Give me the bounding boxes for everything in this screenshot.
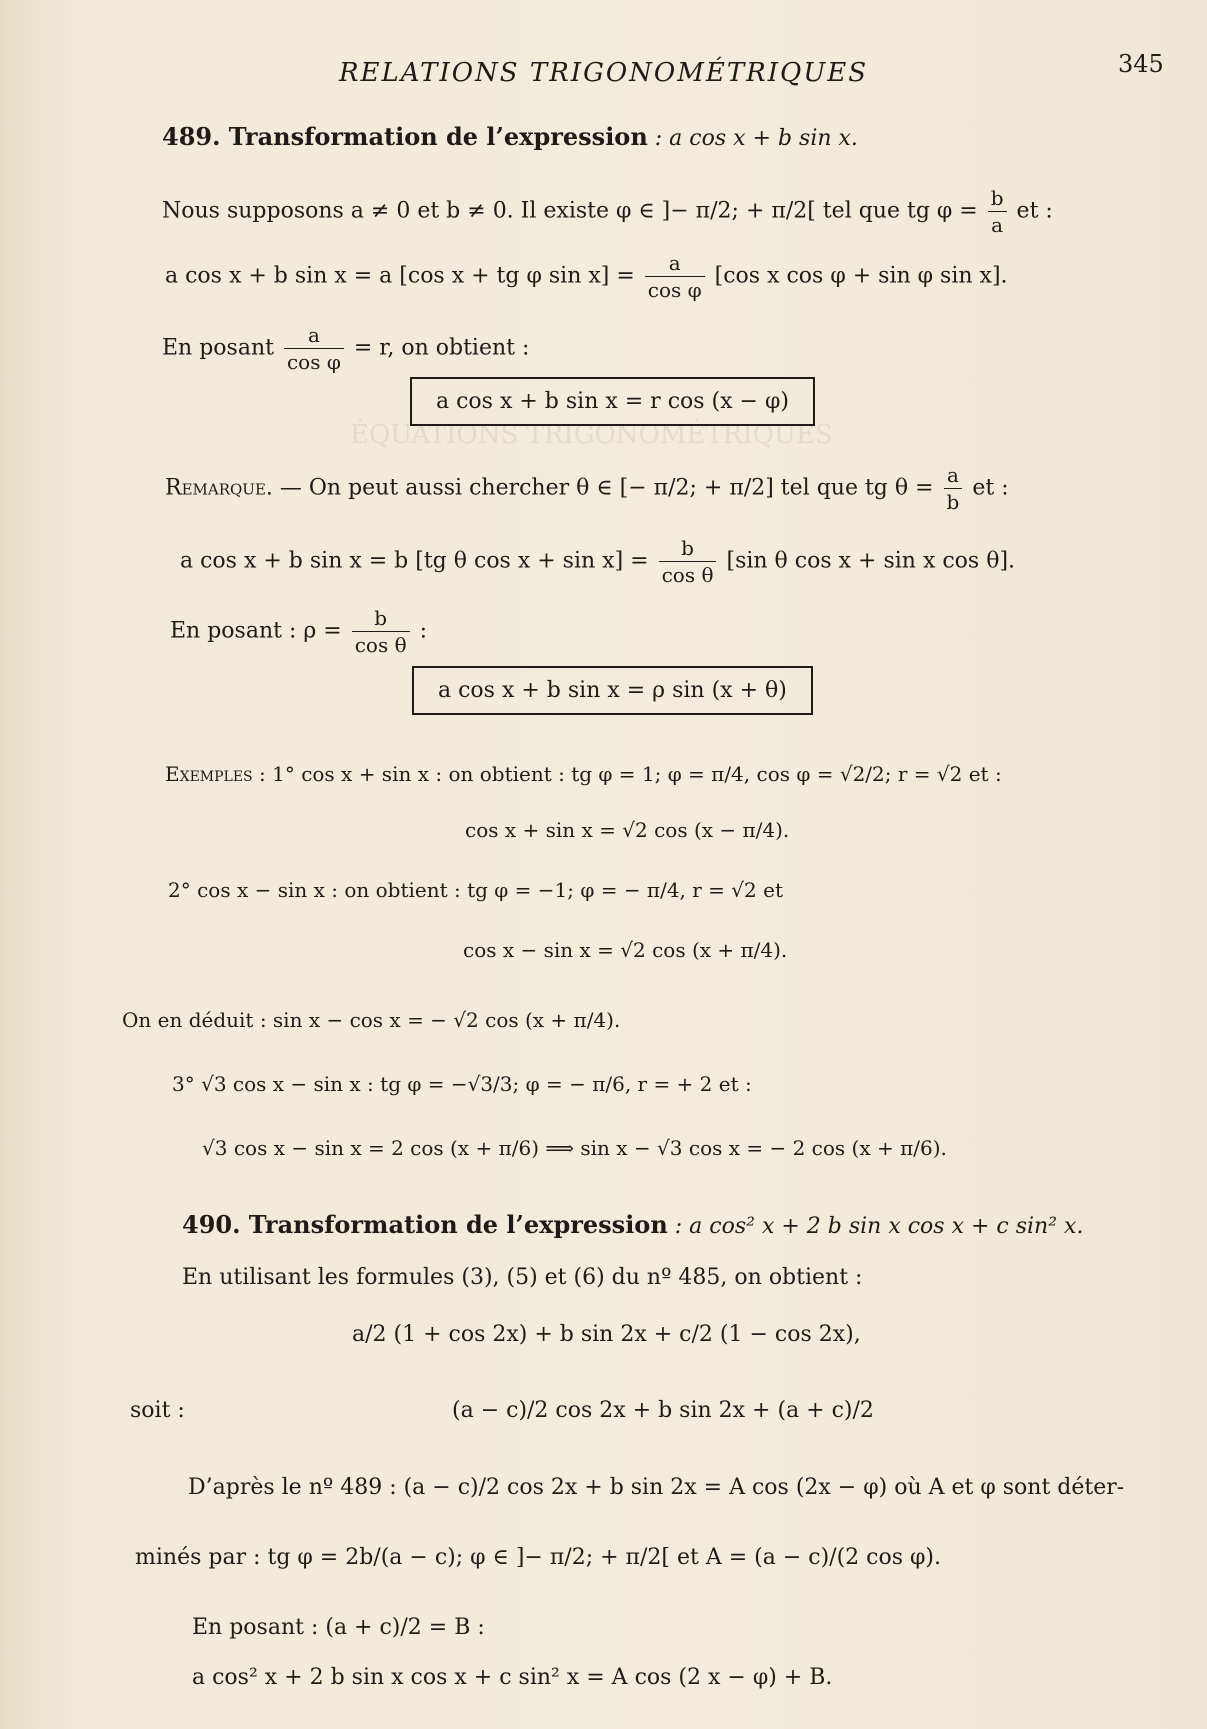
line-489-3: En posant $\frac{a}{\text{cos φ}}$ = r, on obtient :	[162, 323, 530, 374]
line-490-6: En posant : (a + c)/2 = B :	[192, 1615, 485, 1640]
boxed-formula-1: a cos x + b sin x = r cos (x − φ)	[410, 377, 815, 426]
fraction: $\frac{a}{b}$	[944, 462, 963, 515]
example-2-result: cos x − sin x = √2 cos (x + π/4).	[463, 938, 788, 962]
fraction: $\frac{a}{\text{cos φ}}$	[284, 322, 344, 375]
line-489-1: Nous supposons a ≠ 0 et b ≠ 0. Il existe φ ∈ ]− π/2; + π/2[ tel que tg φ = $\frac{b}{a}$ et :	[162, 186, 1053, 237]
line-490-7: a cos² x + 2 b sin x cos x + c sin² x = A cos (2 x − φ) + B.	[192, 1665, 833, 1690]
fraction: $\frac{a}{\text{cos φ}}$	[645, 250, 705, 303]
remarque-line: Remarque. — On peut aussi chercher θ ∈ [− π/2; + π/2] tel que tg θ = $\frac{a}{b}$ et :	[165, 463, 1009, 514]
line-490-5: minés par : tg φ = 2b/(a − c); φ ∈ ]− π/2; + π/2[ et A = (a − c)/(2 cos φ).	[135, 1545, 941, 1570]
example-1-result: cos x + sin x = √2 cos (x − π/4).	[465, 818, 790, 842]
soit-label: soit :	[130, 1398, 185, 1423]
line-489-6: En posant : ρ = $\frac{b}{\text{cos θ}}$ :	[170, 606, 428, 657]
page-number: 345	[1118, 50, 1164, 78]
line-489-5: a cos x + b sin x = b [tg θ cos x + sin x] = $\frac{b}{\text{cos θ}}$ [sin θ cos x + sin x cos θ].	[180, 536, 1016, 587]
example-2-line: 2° cos x − sin x : on obtient : tg φ = −1; φ = − π/4, r = √2 et	[168, 878, 783, 902]
section-489-heading: 489. Transformation de l’expression : a cos x + b sin x.	[162, 122, 858, 151]
fraction: $\frac{b}{a}$	[988, 185, 1007, 238]
line-489-2: a cos x + b sin x = a [cos x + tg φ sin x] = $\frac{a}{\text{cos φ}}$ [cos x cos φ + sin φ sin x].	[165, 251, 1008, 302]
line-490-1: En utilisant les formules (3), (5) et (6) du nº 485, on obtient :	[182, 1265, 863, 1290]
examples-line-1: Exemples : 1° cos x + sin x : on obtient : tg φ = 1; φ = π/4, cos φ = √2/2; r = √2 et :	[165, 762, 1002, 786]
fraction: $\frac{b}{\text{cos θ}}$	[352, 605, 410, 658]
section-490-heading: 490. Transformation de l’expression : a cos² x + 2 b sin x cos x + c sin² x.	[182, 1210, 1084, 1239]
fraction: $\frac{b}{\text{cos θ}}$	[659, 535, 717, 588]
line-490-2: a/2 (1 + cos 2x) + b sin 2x + c/2 (1 − cos 2x),	[352, 1322, 861, 1347]
example-3-line: 3° √3 cos x − sin x : tg φ = −√3/3; φ = − π/6, r = + 2 et :	[172, 1072, 752, 1096]
line-490-4: D’après le nº 489 : (a − c)/2 cos 2x + b sin 2x = A cos (2x − φ) où A et φ sont déter-	[188, 1475, 1125, 1500]
bleed-through-text: ÉQUATIONS TRIGONOMÉTRIQUES	[350, 420, 833, 450]
boxed-formula-2: a cos x + b sin x = ρ sin (x + θ)	[412, 666, 813, 715]
example-3-result: √3 cos x − sin x = 2 cos (x + π/6) ⟹ sin x − √3 cos x = − 2 cos (x + π/6).	[202, 1136, 947, 1160]
line-490-3: (a − c)/2 cos 2x + b sin 2x + (a + c)/2	[452, 1398, 874, 1423]
deduction-line: On en déduit : sin x − cos x = − √2 cos (x + π/4).	[122, 1008, 621, 1032]
running-title: RELATIONS TRIGONOMÉTRIQUES	[338, 58, 869, 88]
